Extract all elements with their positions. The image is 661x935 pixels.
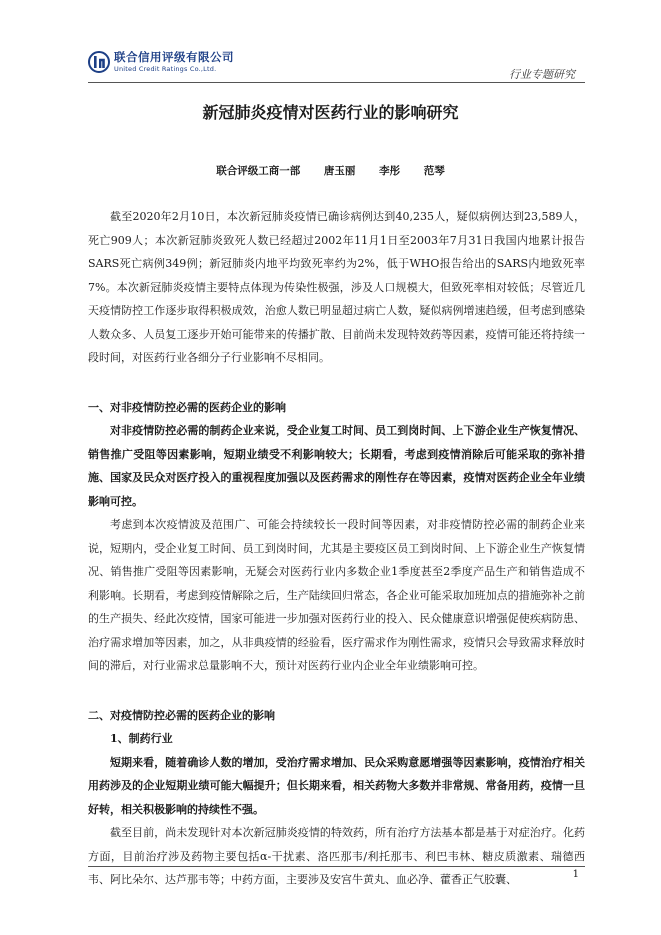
section-2-body: 截至目前，尚未发现针对本次新冠肺炎疫情的特效药，所有治疗方法基本都是基于对症治疗。化药方面，目前治疗涉及药物主要包括α-干扰素、洛匹那韦/利托那韦、利巴韦林、糖皮质激素、瑞德西韦、阿比朵尔、达芦那韦等；中药方面，主要涉及安宫牛黄丸、血必净、藿香正气胶囊、 bbox=[88, 826, 585, 886]
section-1-summary: 对非疫情防控必需的制药企业来说，受企业复工时间、员工到岗时间、上下游企业生产恢复情况、销售推广受阻等因素影响，短期业绩受不利影响较大；长期看，考虑到疫情消除后可能采取的弥补措施、国家及民众对医疗投入的重视程度加强以及医药需求的刚性存在等因素，疫情对医药企业全年业绩影响可控。 bbox=[88, 424, 585, 508]
author-line bbox=[0, 163, 661, 178]
author-name: 李彤 bbox=[379, 165, 401, 177]
company-logo bbox=[88, 48, 234, 76]
footer-divider bbox=[88, 866, 585, 867]
section-1-heading: 一、对非疫情防控必需的医药企业的影响 bbox=[88, 400, 286, 414]
section-2-subheading: 1、制药行业 bbox=[110, 732, 173, 745]
section-1-body: 考虑到本次疫情波及范围广、可能会持续较长一段时间等因素，对非疫情防控必需的制药企业来说，短期内，受企业复工时间、员工到岗时间，尤其是主要疫区员工到岗时间、上下游企业生产恢复情况、销售推广受阻等因素影响，无疑会对医药行业内多数企业1季度甚至2季度产品生产和销售造成不利影响。长期看，考虑到疫情解除之后，生产陆续回归常态，各企业可能采取加班加点的措施弥补之前的生产损失、经此次疫情，国家可能进一步加强对医药行业的投入、民众健康意识增强促使疾病防患、治疗需求增加等因素，加之，从非典疫情的经验看，医疗需求作为刚性需求，疫情只会导致需求释放时间的滞后，对行业需求总量影响不大，预计对医药行业内企业全年业绩影响可控。 bbox=[88, 518, 585, 672]
author-name: 唐玉丽 bbox=[323, 165, 356, 177]
section-2-heading: 二、对疫情防控必需的医药企业的影响 bbox=[88, 708, 275, 722]
document-body bbox=[88, 205, 585, 892]
header-divider bbox=[88, 82, 585, 83]
ucr-logo-icon bbox=[88, 51, 110, 73]
page-number: 1 bbox=[572, 869, 579, 880]
report-series: 行业专题研究 bbox=[509, 68, 575, 81]
company-name-cn: 联合信用评级有限公司 bbox=[114, 50, 234, 64]
company-name-en: United Credit Ratings Co.,Ltd. bbox=[114, 64, 217, 73]
author-department: 联合评级工商一部 bbox=[216, 165, 301, 177]
section-2-summary: 短期来看，随着确诊人数的增加，受治疗需求增加、民众采购意愿增强等因素影响，疫情治疗相关用药涉及的企业短期业绩可能大幅提升；但长期来看，相关药物大多数并非常规、常备用药，疫情一旦好转，相关积极影响的持续性不强。 bbox=[88, 755, 585, 816]
author-name: 范琴 bbox=[423, 165, 445, 177]
document-title: 新冠肺炎疫情对医药行业的影响研究 bbox=[202, 103, 459, 122]
intro-paragraph: 截至2020年2月10日，本次新冠肺炎疫情已确诊病例达到40,235人，疑似病例达到23,589人，死亡909人；本次新冠肺炎致死人数已经超过2002年11月1日至2003年7月31日我国内地累计报告SARS死亡病例349例；新冠肺炎内地平均致死率约为2%，低于WHO报告给出的SARS内地致死率7%。本次新冠肺炎疫情主要特点体现为传染性极强，涉及人口规模大，但致死率相对较低；尽管近几天疫情防控工作逐步取得积极成效，治愈人数已明显超过病亡人数，疑似病例增速趋缓，但考虑到感染人数众多、人员复工逐步开始可能带来的传播扩散、目前尚未发现特效药等因素，疫情可能还将持续一段时间，对医药行业各细分子行业影响不尽相同。 bbox=[88, 210, 585, 364]
